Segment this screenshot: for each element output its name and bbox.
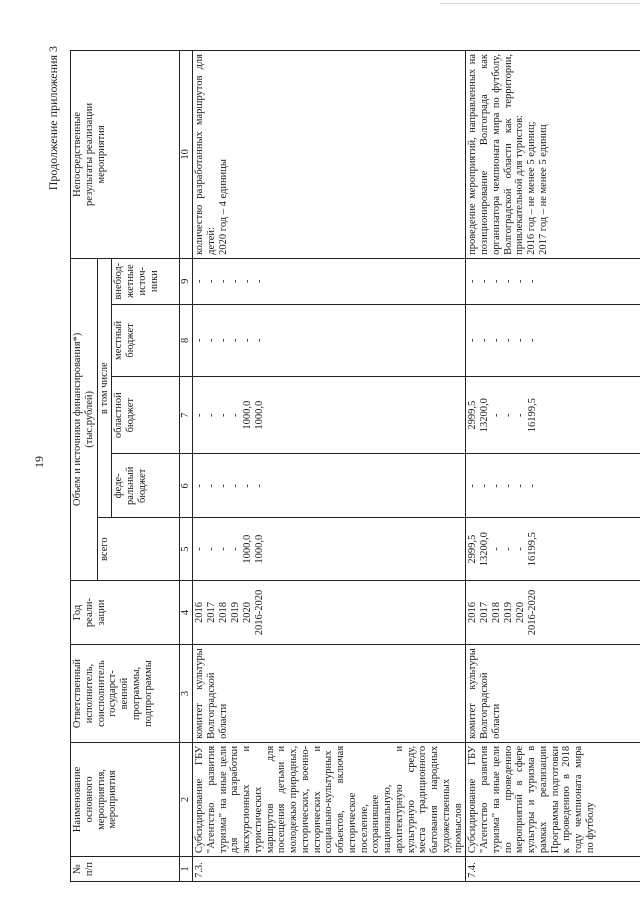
value: - [206, 338, 217, 343]
activity-name: Субсидирование ГБУ "Агентство развития туризма" на иные цели по проведению мероприятий в сфере культуры и туризма в рамках реализации Программы подготовки к проведению в 2018 году чемпионата мира по футболу [466, 742, 640, 856]
value: 1000,0 [242, 534, 253, 564]
federal-cell [466, 454, 640, 518]
value: 1000,0 [254, 400, 265, 430]
row-number: 7.4. [466, 857, 640, 882]
total-cell [193, 518, 466, 580]
value: - [527, 279, 539, 283]
value: - [218, 279, 229, 283]
value: - [515, 547, 527, 551]
value: 2999,5 [467, 400, 479, 430]
value: 16199,5 [527, 532, 539, 567]
header-num: № п/п [71, 857, 180, 882]
value: - [467, 279, 479, 283]
value: - [230, 547, 241, 551]
page-number: 19 [32, 456, 46, 468]
value: - [242, 279, 253, 283]
value: - [254, 279, 265, 283]
value: - [206, 279, 217, 283]
value: - [206, 413, 217, 417]
value: - [491, 413, 503, 417]
value: - [194, 547, 205, 551]
year: 2020 [515, 602, 527, 624]
value: - [491, 547, 503, 551]
header-local: местный бюджет [112, 304, 180, 377]
value: - [467, 338, 479, 343]
header-executor: Ответственный исполнитель, соисполнитель государст- венной программы, подпрограммы [71, 645, 180, 743]
table-row [193, 51, 466, 882]
year: 2016-2020 [254, 589, 265, 636]
year: 2016 [467, 602, 479, 624]
value: - [254, 484, 265, 488]
col-number: 2 [180, 742, 193, 856]
col-number: 9 [180, 258, 193, 304]
extra-cell [193, 258, 466, 304]
year: 2016 [194, 602, 205, 624]
col-number: 10 [180, 51, 193, 259]
value: 13200,0 [479, 532, 491, 567]
value: 13200,0 [479, 398, 491, 433]
value: - [242, 484, 253, 488]
result-text: проведение мероприятий, направленных на позиционирование Волгограда как организатора чемпионата мира по футболу, Волгоградской области как территории, привлекательной для туристов: 2016 год – не менее 5 единиц; 2017 год – не менее 5 единиц [466, 51, 640, 259]
value: - [479, 338, 491, 343]
rotated-content [24, 42, 604, 882]
scan-edge-line [440, 3, 640, 4]
value: - [503, 338, 515, 343]
result-text: количество разработанных маршрутов для детей: 2020 год – 4 единицы [193, 51, 466, 259]
value: - [230, 279, 241, 283]
value: - [515, 338, 527, 343]
col-number: 5 [180, 518, 193, 580]
col-number: 4 [180, 580, 193, 644]
year: 2016-2020 [527, 589, 539, 636]
value: - [503, 413, 515, 417]
years-cell [193, 580, 466, 644]
header-including: в том числе [97, 258, 112, 518]
header-results: Непосредственные результаты реализации мероприятия [71, 51, 180, 259]
value: - [206, 547, 217, 551]
value: 1000,0 [254, 534, 265, 564]
year: 2019 [503, 602, 515, 624]
col-number: 6 [180, 454, 193, 518]
value: - [467, 484, 479, 488]
years-cell [466, 580, 640, 644]
value: - [230, 413, 241, 417]
header-regional: областной бюджет [112, 377, 180, 454]
value: - [515, 279, 527, 283]
value: - [491, 338, 503, 343]
extra-cell [466, 258, 640, 304]
program-activities-table [70, 50, 640, 882]
col-number: 1 [180, 857, 193, 882]
value: - [254, 338, 265, 343]
year: 2017 [479, 602, 491, 624]
value: - [206, 484, 217, 488]
activity-name: Субсидирование ГБУ "Агентство развития туризма" на иные цели для разработки экскурсионных и туристических маршрутов для посещения детьми и молодежью природных, исторических, военно-исторических и социально-культурных объектов, включая историческое поселение, сохранившее национальную, архитектурную и культурную среду, места традиционного бытования народных художественных промыслов [193, 742, 466, 856]
local-cell [193, 304, 466, 377]
value: - [479, 279, 491, 283]
value: - [479, 484, 491, 488]
row-number: 7.3. [193, 857, 466, 882]
value: - [230, 484, 241, 488]
column-numbers-row [180, 51, 193, 882]
regional-cell [466, 377, 640, 454]
value: - [194, 338, 205, 343]
col-number: 3 [180, 645, 193, 743]
value: - [515, 413, 527, 417]
header-row-1 [71, 51, 98, 882]
value: - [218, 338, 229, 343]
header-total: всего [97, 518, 180, 580]
total-cell [466, 518, 640, 580]
value: 16199,5 [527, 398, 539, 433]
value: - [527, 338, 539, 343]
value: - [515, 484, 527, 488]
value: - [218, 547, 229, 551]
regional-cell [193, 377, 466, 454]
value: - [491, 484, 503, 488]
header-year: Год реали- зации [71, 580, 180, 644]
federal-cell [193, 454, 466, 518]
header-federal: феде- ральный бюджет [112, 454, 180, 518]
year: 2018 [218, 602, 229, 624]
value: - [503, 484, 515, 488]
executor: комитет культуры Волгоградской области [193, 645, 466, 743]
year: 2017 [206, 602, 217, 624]
value: - [503, 279, 515, 283]
local-cell [466, 304, 640, 377]
value: - [218, 413, 229, 417]
value: - [194, 279, 205, 283]
header-funding: Объем и источники финансирования*) (тыс.рублей) [71, 258, 98, 580]
value: 2999,5 [467, 534, 479, 564]
continuation-label: Продолжение приложения 3 [46, 46, 60, 191]
table-row [466, 51, 640, 882]
year: 2020 [242, 602, 253, 624]
header-name: Наименование основного мероприятия, мероприятия [71, 742, 180, 856]
col-number: 8 [180, 304, 193, 377]
col-number: 7 [180, 377, 193, 454]
value: - [503, 547, 515, 551]
value: - [491, 279, 503, 283]
header-extra: внебюд- жетные источ- ники [112, 258, 180, 304]
value: - [230, 338, 241, 343]
executor: комитет культуры Волгоградской области [466, 645, 640, 743]
value: - [527, 484, 539, 488]
value: - [218, 484, 229, 488]
value: 1000,0 [242, 400, 253, 430]
value: - [194, 484, 205, 488]
year: 2019 [230, 602, 241, 624]
value: - [194, 413, 205, 417]
value: - [242, 338, 253, 343]
year: 2018 [491, 602, 503, 624]
